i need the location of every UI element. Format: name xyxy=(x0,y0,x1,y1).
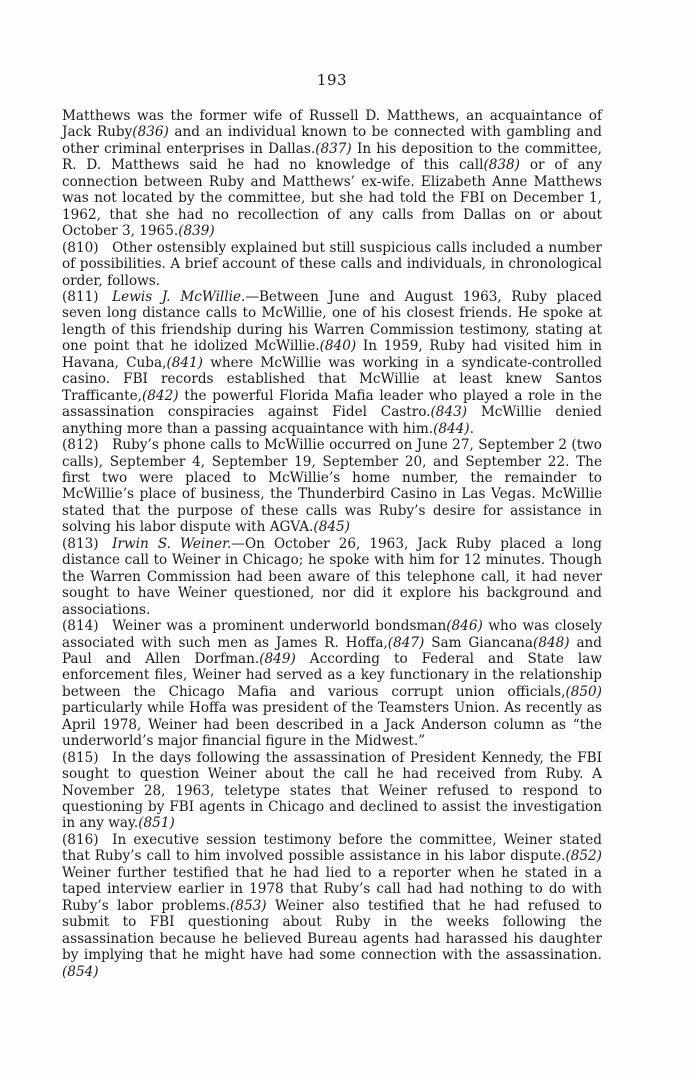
text-run: In executive session testimony before the committee, Weiner stated that Ruby’s call to him involved possible assistance in his labor dispute. xyxy=(62,831,602,865)
text-run: the powerful Florida Mafia leader who played a role in the assassination conspiracies against Fidel Castro. xyxy=(62,387,602,421)
paragraph-815 xyxy=(62,750,602,832)
paragraph-continuation xyxy=(62,108,602,240)
text-run: According to Federal and State law enforcement files, Weiner had served as a key functionary in the relationship between the Chicago Mafia and various corrupt union officials, xyxy=(62,650,602,700)
citation-ref: (848) xyxy=(533,634,570,651)
text-run: Ruby’s phone calls to McWillie occurred on June 27, September 2 (two calls), September 4, September 19, September 20, and September 22. The first two were placed to McWillie’s home number, the remainder to McWillie’s place of business, the Thunderbird Casino in Las Vegas. McWillie stated that the purpose of these calls was Ruby’s desire for assistance in solving his labor dispute with AGVA. xyxy=(62,437,602,536)
text-run: who was closely associated with such men as James R. Hoffa, xyxy=(62,618,603,651)
citation-ref: (836) xyxy=(132,124,169,141)
citation-ref: (843) xyxy=(430,404,468,421)
paragraph-814 xyxy=(62,618,602,750)
citation-ref: (837) xyxy=(315,140,352,157)
text-run: —On October 26, 1963, Jack Ruby placed a long distance call to Weiner in Chicago; he spoke with him for 12 minutes. Though the Warren Commission had been aware of this telephone call, it had never sought to have Weiner questioned, nor did it explore his background and associations. xyxy=(62,535,602,618)
citation-ref: (852) xyxy=(565,848,602,865)
paragraph-816 xyxy=(62,832,602,980)
paragraph-number: (814) xyxy=(62,618,113,635)
text-run: McWillie denied anything more than a passing acquaintance with him. xyxy=(62,404,602,437)
text-run: Weiner also testified that he had refused to submit to FBI questioning about Ruby in the weeks following the assassination because he believed Bureau agents had harassed his daughter by implying that he might have had some connection with the assassination. xyxy=(62,897,602,964)
citation-ref: (845) xyxy=(313,519,350,536)
text-run: Weiner was a prominent underworld bondsman xyxy=(112,618,447,635)
page-body xyxy=(62,108,602,980)
citation-ref: (849) xyxy=(259,650,296,667)
text-run: or of any connection between Ruby and Matthews’ ex-wife. Elizabeth Anne Matthews was not located by the committee, but she had told the FBI on December 1, 1962, that she had no recollection of any calls from Dallas on or about October 3, 1965. xyxy=(62,157,602,240)
paragraph-811 xyxy=(62,289,602,437)
paragraph-number: (813) xyxy=(62,535,113,552)
text-run: In 1959, Ruby had visited him in Havana, Cuba, xyxy=(62,338,602,371)
text-run: where McWillie was working in a syndicate-controlled casino. FBI records established that McWillie at least knew Santos Trafficante, xyxy=(62,354,602,404)
page-number: 193 xyxy=(316,71,348,89)
text-run: and an individual known to be connected with gambling and other criminal enterprises in Dallas. xyxy=(62,124,602,157)
person-name: Irwin S. Weiner. xyxy=(112,535,232,552)
citation-ref: (841) xyxy=(166,354,203,371)
paragraph-number: (815) xyxy=(62,749,113,766)
paragraph-number: (810) xyxy=(62,239,113,256)
text-run: Other ostensibly explained but still suspicious calls included a number of possibilities. A brief account of these calls and individuals, in chronological order, follows. xyxy=(62,239,602,289)
citation-ref: (844) xyxy=(433,420,470,437)
paragraph-number: (812) xyxy=(62,437,113,454)
text-run: particularly while Hoffa was president of the Teamsters Union. As recently as April 1978, Weiner had been described in a Jack Anderson column as “the underworld’s major financial figure in the Midwest.” xyxy=(62,700,602,750)
citation-ref: (840) xyxy=(319,338,357,355)
text-run: and Paul and Allen Dorfman. xyxy=(62,634,603,667)
citation-ref: (842) xyxy=(141,387,179,404)
paragraph-810 xyxy=(62,240,602,289)
text-run: . xyxy=(469,420,474,437)
paragraph-number: (811) xyxy=(62,288,113,305)
citation-ref: (847) xyxy=(387,634,425,651)
paragraph-812 xyxy=(62,437,602,536)
citation-ref: (838) xyxy=(483,157,520,174)
paragraph-813 xyxy=(62,536,602,618)
person-name: Lewis J. McWillie. xyxy=(112,288,246,305)
text-run: Sam Giancana xyxy=(424,634,534,651)
citation-ref: (854) xyxy=(62,963,99,980)
text-run: In his deposition to the committee, R. D. Matthews said he had no knowledge of this call xyxy=(62,140,602,174)
citation-ref: (846) xyxy=(446,618,483,635)
citation-ref: (853) xyxy=(230,897,267,914)
citation-ref: (851) xyxy=(138,815,175,832)
text-run: In the days following the assassination of President Kennedy, the FBI sought to question Weiner about the call he had received from Ruby. A November 28, 1963, teletype states that Weiner refused to respond to questioning by FBI agents in Chicago and declined to assist the investigation in any way. xyxy=(62,749,602,832)
text-run: —Between June and August 1963, Ruby placed seven long distance calls to McWillie, one of his closest friends. He spoke at length of this friendship during his Warren Commission testimony, stating at one point that he idolized McWillie. xyxy=(62,288,602,355)
paragraph-number: (816) xyxy=(62,831,113,848)
text-run: Weiner further testified that he had lied to a reporter when he stated in a taped interview earlier in 1978 that Ruby’s call had had nothing to do with Ruby’s labor problems. xyxy=(62,864,602,914)
citation-ref: (850) xyxy=(565,683,602,700)
text-run: Matthews was the former wife of Russell D. Matthews, an acquaintance of Jack Ruby xyxy=(62,108,602,141)
citation-ref: (839) xyxy=(178,223,215,240)
